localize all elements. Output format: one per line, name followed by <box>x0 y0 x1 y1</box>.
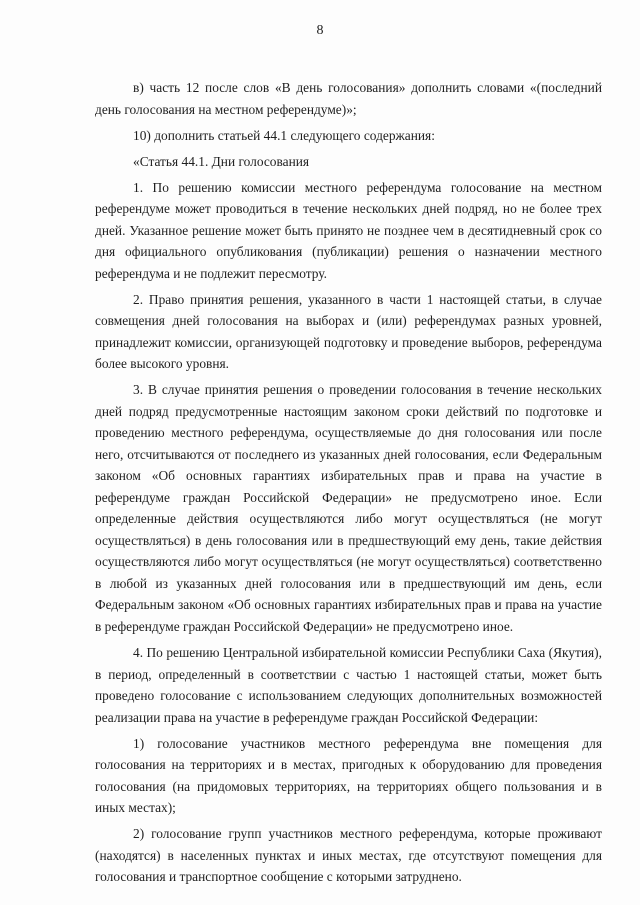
paragraph-amendment-v: в) часть 12 после слов «В день голосования» дополнить словами «(последний день голосования на местном референдуме)»; <box>95 80 602 117</box>
article-part-4-item-1: 1) голосование участников местного референдума вне помещения для голосования на территориях и в местах, пригодных к оборудованию для проведения голосования (на придомовых территориях, на территориях общего пользования и в иных местах); <box>95 735 602 816</box>
document-body <box>95 77 602 892</box>
article-part-4: 4. По решению Центральной избирательной комиссии Республики Саха (Якутия), в период, определенный в соответствии с частью 1 настоящей статьи, может быть проведено голосование с использованием следующих дополнительных возможностей реализации права на участие в референдуме граждан Российской Федерации: <box>95 645 602 725</box>
article-heading: «Статья 44.1. Дни голосования <box>133 153 310 169</box>
article-part-2: 2. Право принятия решения, указанного в части 1 настоящей статьи, в случае совмещения дней голосования на выборах и (или) референдумах разных уровней, принадлежит комиссии, организующей подготовку и проведение выборов, референдума более высокого уровня. <box>95 291 602 372</box>
page-number: 8 <box>316 23 324 38</box>
article-part-1: 1. По решению комиссии местного референдума голосование на местном референдуме может проводиться в течение нескольких дней подряд, но не более трех дней. Указанное решение может быть принято не позднее чем в десятидневный срок со дня официального опубликования (публикации) решения о назначении местного референдума и не подлежит пересмотру. <box>95 179 602 281</box>
paragraph-item-10: 10) дополнить статьей 44.1 следующего содержания: <box>133 127 435 143</box>
article-part-4-item-2: 2) голосование групп участников местного референдума, которые проживают (находятся) в населенных пунктах и иных местах, где отсутствуют помещения для голосования и транспортное сообщение с которыми затруднено. <box>95 826 602 885</box>
article-part-3: 3. В случае принятия решения о проведении голосования в течение нескольких дней подряд предусмотренные настоящим законом сроки действий по подготовке и проведению местного референдума, осуществляемые до дня голосования или после него, отсчитываются от последнего из указанных дней голосования, если Федеральным законом «Об основных гарантиях избирательных прав и права на участие в референдуме граждан Российской Федерации» не предусмотрено иное. Если определенные действия осуществляются либо могут осуществляться (не могут осуществляться) в день голосования или в предшествующий ему день, такие действия осуществляются либо могут осуществляться (не могут осуществляться) соответственно в любой из указанных дней голосования или в предшествующий им день, если Федеральным законом «Об основных гарантиях избирательных прав и права на участие в референдуме граждан Российской Федерации» не предусмотрено иное. <box>95 382 602 634</box>
